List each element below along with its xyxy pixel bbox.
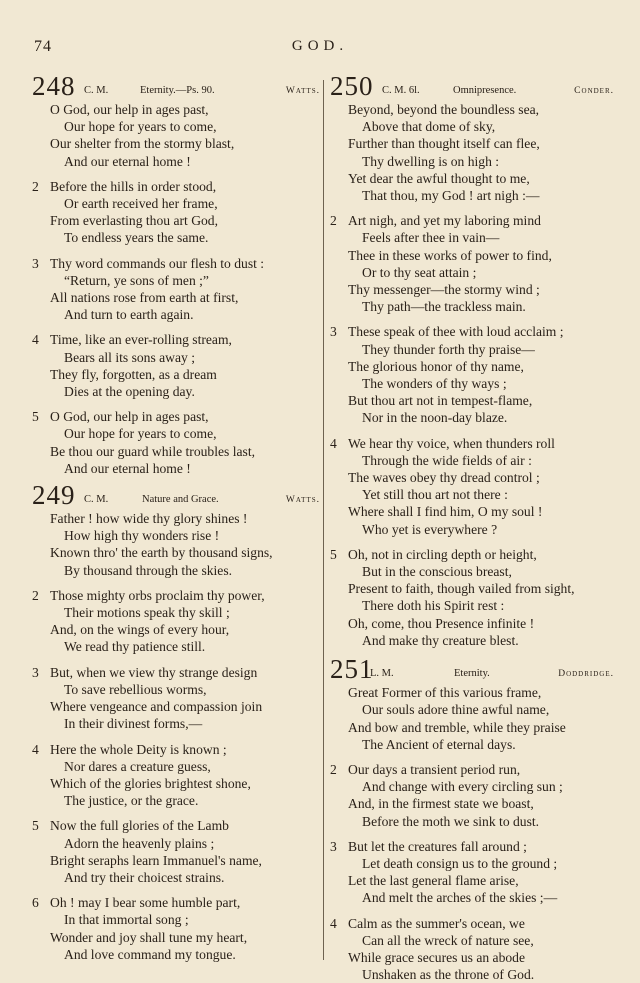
verse-line: Our hope for years to come, <box>64 119 217 135</box>
hymn-number: 248 <box>32 71 76 101</box>
hymn-author: Doddridge. <box>558 669 614 680</box>
stanza-number: 2 <box>330 761 337 777</box>
verse-line: Wonder and joy shall tune my heart, <box>50 929 248 945</box>
hymn-header <box>32 480 320 511</box>
hymn-meter: C. M. <box>84 494 109 506</box>
verse-line: Father ! how wide thy glory shines ! <box>50 511 248 527</box>
hymn <box>330 654 614 983</box>
hymn <box>32 480 320 963</box>
stanza-number: 4 <box>330 435 337 451</box>
stanza <box>32 255 320 324</box>
stanza <box>330 838 614 907</box>
verse-line: “Return, ye sons of men ;” <box>64 272 209 288</box>
verse-line: Thy word commands our flesh to dust : <box>50 255 265 271</box>
stanza-number: 2 <box>330 213 337 229</box>
hymn-meter: C. M. <box>84 85 109 96</box>
stanza-number: 3 <box>32 664 39 680</box>
verse-line: Be thou our guard while troubles last, <box>50 443 256 459</box>
verse-line: The wonders of thy ways ; <box>362 376 507 392</box>
verse-line: And change with every circling sun ; <box>362 779 563 795</box>
verse-line: The justice, or the grace. <box>64 793 199 809</box>
verse-line: Oh, not in circling depth or height, <box>348 546 537 562</box>
verse-line: Beyond, beyond the boundless sea, <box>348 102 540 117</box>
hymn-number: 251 <box>330 654 374 685</box>
verse-line: Time, like an ever-rolling stream, <box>50 332 232 348</box>
right-column <box>330 71 614 983</box>
verse-line: Yet still thou art not there : <box>362 487 508 503</box>
stanza-number: 5 <box>32 409 39 425</box>
verse-line: Oh ! may I bear some humble part, <box>50 895 241 911</box>
verse-line: Nor in the noon-day blaze. <box>362 410 508 426</box>
verse-line: Which of the glories brightest shone, <box>50 775 251 791</box>
hymn-meter: C. M. 6l. <box>382 85 420 96</box>
verse-line: By thousand through the skies. <box>64 562 233 578</box>
verse-line: There doth his Spirit rest : <box>362 598 505 614</box>
stanza <box>330 323 614 426</box>
verse-line: The waves obey thy dread control ; <box>348 470 540 486</box>
verse-line: They thunder forth thy praise— <box>362 341 535 357</box>
verse-line: Above that dome of sky, <box>362 119 496 135</box>
stanza <box>32 741 320 810</box>
verse-line: And try their choicest strains. <box>64 869 225 885</box>
verse-line: But thou art not in tempest-flame, <box>348 393 533 409</box>
verse-line: Unshaken as the throne of God. <box>362 967 535 983</box>
verse-line: Those mighty orbs proclaim thy power, <box>50 587 265 603</box>
verse-line: Thy dwelling is on high : <box>362 153 500 169</box>
page-number: 74 <box>34 38 52 55</box>
verse-line: Nor dares a creature guess, <box>64 758 211 774</box>
stanza <box>32 664 320 733</box>
hymn-header <box>32 71 320 101</box>
verse-line: In their divinest forms,— <box>64 716 203 732</box>
verse-line: Oh, come, thou Presence infinite ! <box>348 615 535 631</box>
verse-line: They fly, forgotten, as a dream <box>50 366 217 382</box>
verse-line: From everlasting thou art God, <box>50 213 219 229</box>
verse-line: Can all the wreck of nature see, <box>362 932 534 948</box>
verse-line: Thee in these works of power to find, <box>348 247 552 263</box>
stanza-number: 3 <box>330 324 337 340</box>
verse-line: Thy path—the trackless main. <box>362 299 526 315</box>
stanza <box>32 510 320 579</box>
verse-line: Our souls adore thine awful name, <box>362 702 550 718</box>
running-head: GOD. <box>291 38 349 54</box>
stanza <box>330 684 614 753</box>
hymn-header <box>330 654 614 685</box>
verse-line: While grace secures us an abode <box>348 949 526 965</box>
verse-line: And bow and tremble, while they praise <box>348 719 566 735</box>
verse-line: To save rebellious worms, <box>64 681 207 697</box>
hymn-meter: L. M. <box>370 668 394 680</box>
stanza <box>330 101 614 204</box>
verse-line: Our shelter from the stormy blast, <box>50 136 235 152</box>
stanza <box>330 546 614 649</box>
verse-line: Feels after thee in vain— <box>362 230 500 246</box>
verse-line: The glorious honor of thy name, <box>348 358 524 374</box>
stanza-number: 4 <box>330 915 337 931</box>
stanza-number: 3 <box>330 838 337 854</box>
hymn-number: 250 <box>330 71 374 101</box>
stanza <box>32 894 320 963</box>
verse-line: The Ancient of eternal days. <box>362 736 516 752</box>
verse-line: Dies at the opening day. <box>64 384 195 400</box>
verse-line: Great Former of this various frame, <box>348 685 542 701</box>
stanza <box>32 178 320 247</box>
hymn-author: Watts. <box>285 86 320 96</box>
verse-line: Our hope for years to come, <box>64 426 217 442</box>
stanza-number: 6 <box>32 895 39 911</box>
stanza <box>330 761 614 830</box>
stanza <box>330 435 614 538</box>
verse-line: And our eternal home ! <box>64 460 191 476</box>
verse-line: And turn to earth again. <box>64 307 194 323</box>
left-column <box>32 71 320 963</box>
stanza-number: 5 <box>330 546 337 562</box>
stanza <box>32 331 320 400</box>
verse-line: Here the whole Deity is known ; <box>50 741 227 757</box>
verse-line: But let the creatures fall around ; <box>348 838 527 854</box>
verse-line: Bright seraphs learn Immanuel's name, <box>50 852 262 868</box>
verse-line: To endless years the same. <box>64 230 209 246</box>
hymn-header <box>330 71 614 101</box>
page-header <box>34 38 606 58</box>
verse-line: Thy messenger—the stormy wind ; <box>348 282 540 298</box>
verse-line: In that immortal song ; <box>64 912 189 928</box>
verse-line: We hear thy voice, when thunders roll <box>348 435 555 451</box>
verse-line: Before the hills in order stood, <box>50 178 217 194</box>
verse-line: How high thy wonders rise ! <box>64 528 220 544</box>
verse-line: That thou, my God ! art nigh :— <box>362 188 540 204</box>
hymn-title: Eternity.—Ps. 90. <box>140 85 215 96</box>
verse-line: We read thy patience still. <box>64 639 206 655</box>
stanza <box>32 408 320 477</box>
hymn-number: 249 <box>32 480 76 511</box>
verse-line: Or to thy seat attain ; <box>362 264 477 280</box>
verse-line: All nations rose from earth at first, <box>50 290 239 306</box>
verse-line: Our days a transient period run, <box>348 761 521 777</box>
verse-line: But in the conscious breast, <box>362 564 512 580</box>
stanza-number: 3 <box>32 255 39 271</box>
verse-line: Let the last general flame arise, <box>348 873 519 889</box>
verse-line: Yet dear the awful thought to me, <box>348 170 530 186</box>
verse-line: And love command my tongue. <box>64 946 236 962</box>
verse-line: Their motions speak thy skill ; <box>64 605 230 621</box>
verse-line: And melt the arches of the skies ;— <box>362 890 558 906</box>
hymn-title: Eternity. <box>454 668 490 680</box>
verse-line: Adorn the heavenly plains ; <box>64 835 215 851</box>
verse-line: And, in the firmest state we boast, <box>348 796 534 812</box>
verse-line: Who yet is everywhere ? <box>362 521 498 537</box>
hymn-title: Nature and Grace. <box>142 494 219 506</box>
stanza-number: 2 <box>32 178 39 194</box>
verse-line: O God, our help in ages past, <box>50 102 209 117</box>
verse-line: Art nigh, and yet my laboring mind <box>348 213 541 229</box>
stanza-number: 4 <box>32 332 39 348</box>
verse-line: But, when we view thy strange design <box>50 664 258 680</box>
hymn <box>32 71 320 477</box>
verse-line: Let death consign us to the ground ; <box>362 855 558 871</box>
stanza <box>32 817 320 886</box>
verse-line: Where shall I find him, O my soul ! <box>348 504 543 520</box>
verse-line: Where vengeance and compassion join <box>50 699 263 715</box>
verse-line: Known thro' the earth by thousand signs, <box>50 545 273 561</box>
stanza <box>330 915 614 983</box>
verse-line: Now the full glories of the Lamb <box>50 818 229 834</box>
verse-line: O God, our help in ages past, <box>50 409 209 425</box>
stanza <box>330 212 614 315</box>
stanza-number: 5 <box>32 818 39 834</box>
stanza <box>32 587 320 656</box>
verse-line: Further than thought itself can flee, <box>348 136 540 152</box>
stanza-number: 2 <box>32 587 39 603</box>
verse-line: Calm as the summer's ocean, we <box>348 915 525 931</box>
stanza <box>32 101 320 170</box>
verse-line: And our eternal home ! <box>64 153 191 169</box>
hymn-author: Watts. <box>285 495 320 506</box>
verse-line: And, on the wings of every hour, <box>50 622 230 638</box>
verse-line: And make thy creature blest. <box>362 632 519 648</box>
verse-line: Or earth received her frame, <box>64 196 218 212</box>
verse-line: Before the moth we sink to dust. <box>362 813 540 829</box>
column-divider <box>323 80 324 960</box>
verse-line: Present to faith, though vailed from sight, <box>348 581 575 597</box>
verse-line: Bears all its sons away ; <box>64 349 196 365</box>
verse-line: These speak of thee with loud acclaim ; <box>348 324 564 340</box>
stanza-number: 4 <box>32 741 39 757</box>
hymn-author: Conder. <box>574 86 614 96</box>
verse-line: Through the wide fields of air : <box>362 452 532 468</box>
hymn <box>330 71 614 649</box>
hymn-title: Omnipresence. <box>453 85 517 96</box>
